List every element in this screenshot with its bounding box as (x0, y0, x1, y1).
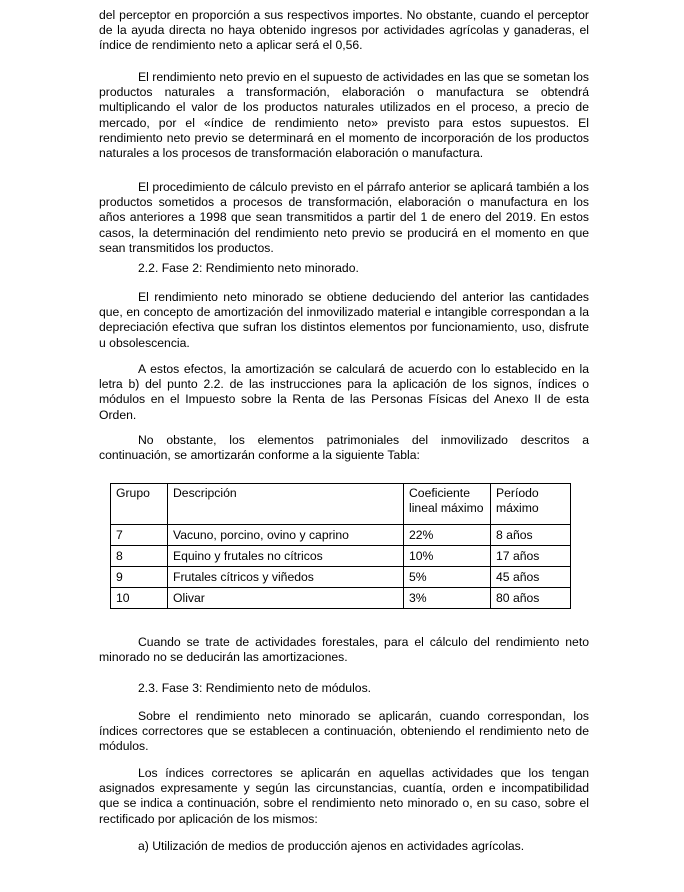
amortization-table (110, 483, 571, 609)
cell-grupo: 8 (111, 546, 168, 567)
paragraph-8: Sobre el rendimiento neto minorado se aplicarán, cuando correspondan, los índices correctores que se establecen a continuación, obteniendo el rendimiento neto de módulos. (99, 709, 589, 754)
header-descripcion: Descripción (168, 484, 404, 525)
heading-fase-3: 2.3. Fase 3: Rendimiento neto de módulos. (138, 681, 372, 695)
cell-grupo: 10 (111, 588, 168, 609)
cell-periodo: 8 años (491, 525, 571, 546)
cell-coeficiente: 10% (404, 546, 491, 567)
paragraph-5: A estos efectos, la amortización se calculará de acuerdo con lo establecido en la letra b) del punto 2.2. de las instrucciones para la aplicación de los signos, índices o módulos en el Impuesto sobre la Renta de las Personas Físicas del Anexo II de esta Orden. (99, 362, 589, 422)
paragraph-9: Los índices correctores se aplicarán en aquellas actividades que los tengan asignados expresamente y según las circunstancias, cuantía, orden e incompatibilidad que se indica a continuación, sobre el rendimiento neto minorado o, en su caso, sobre el rectificado por aplicación de los mismos: (99, 766, 589, 826)
cell-descripcion: Frutales cítricos y viñedos (168, 567, 404, 588)
header-coeficiente (404, 484, 491, 525)
cell-coeficiente: 5% (404, 567, 491, 588)
header-coeficiente-line1: Coeficiente (409, 486, 470, 500)
cell-periodo: 80 años (491, 588, 571, 609)
table-row (111, 588, 571, 609)
header-coeficiente-line2: lineal máximo (409, 501, 484, 515)
heading-fase-2: 2.2. Fase 2: Rendimiento neto minorado. (138, 261, 359, 275)
paragraph-6: No obstante, los elementos patrimoniales del inmovilizado descritos a continuación, se amortizarán conforme a la siguiente Tabla: (99, 433, 589, 463)
cell-periodo: 17 años (491, 546, 571, 567)
cell-grupo: 7 (111, 525, 168, 546)
table-row (111, 546, 571, 567)
table-row (111, 525, 571, 546)
header-periodo (491, 484, 571, 525)
paragraph-4: El rendimiento neto minorado se obtiene deduciendo del anterior las cantidades que, en concepto de amortización del inmovilizado material e intangible correspondan a la depreciación efectiva que sufran los distintos elementos por funcionamiento, uso, disfrute u obsolescencia. (99, 290, 589, 350)
paragraph-3: El procedimiento de cálculo previsto en el párrafo anterior se aplicará también a los productos sometidos a procesos de transformación, elaboración o manufactura en los años anteriores a 1998 que sean transmitidos a partir del 1 de enero del 2019. En estos casos, la determinación del rendimiento neto previo se producirá en el momento en que sean transmitidos los productos. (99, 180, 589, 255)
header-periodo-line1: Período (496, 486, 539, 500)
cell-descripcion: Vacuno, porcino, ovino y caprino (168, 525, 404, 546)
cell-descripcion: Equino y frutales no cítricos (168, 546, 404, 567)
paragraph-1: del perceptor en proporción a sus respectivos importes. No obstante, cuando el perceptor de la ayuda directa no haya obtenido ingresos por actividades agrícolas y ganaderas, el índice de rendimiento neto a aplicar será el 0,56. (99, 8, 589, 53)
cell-coeficiente: 22% (404, 525, 491, 546)
paragraph-7: Cuando se trate de actividades forestales, para el cálculo del rendimiento neto minorado no se deducirán las amortizaciones. (99, 635, 589, 665)
paragraph-2: El rendimiento neto previo en el supuesto de actividades en las que se sometan los productos naturales a transformación, elaboración o manufactura se obtendrá multiplicando el valor de los productos naturales utilizados en el proceso, a precio de mercado, por el «índice de rendimiento neto» previsto para estos supuestos. El rendimiento neto previo se determinará en el momento de incorporación de los productos naturales a los procesos de transformación elaboración o manufactura. (99, 70, 589, 161)
heading-medios-produccion: a) Utilización de medios de producción ajenos en actividades agrícolas. (138, 839, 525, 853)
header-grupo: Grupo (111, 484, 168, 525)
cell-coeficiente: 3% (404, 588, 491, 609)
table-row (111, 567, 571, 588)
cell-descripcion: Olivar (168, 588, 404, 609)
header-periodo-line2: máximo (496, 501, 539, 515)
cell-periodo: 45 años (491, 567, 571, 588)
table-header-row (111, 484, 571, 525)
cell-grupo: 9 (111, 567, 168, 588)
